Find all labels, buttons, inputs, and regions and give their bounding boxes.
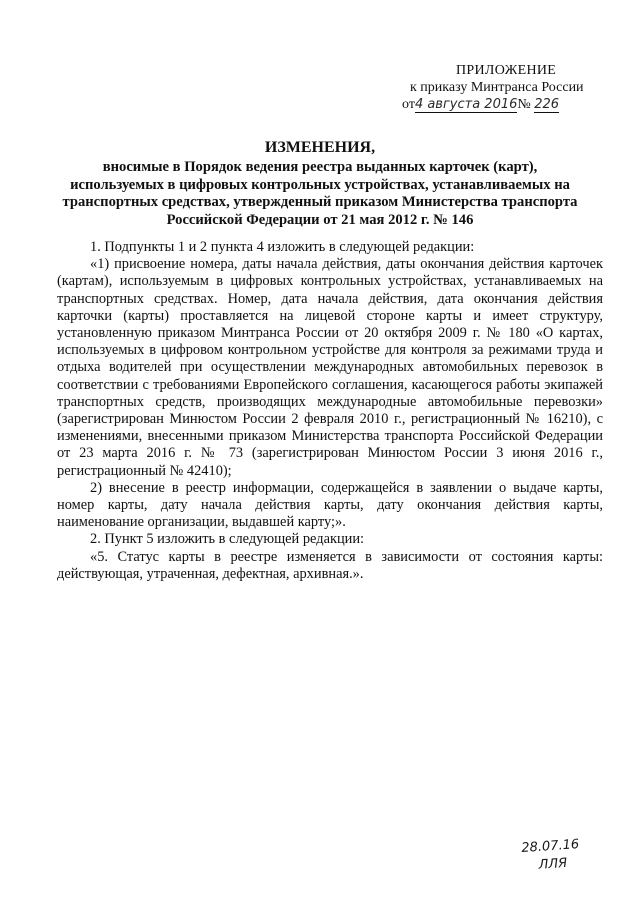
appendix-title: ПРИЛОЖЕНИЕ xyxy=(456,63,557,78)
stamp-date: 28.07.16 xyxy=(520,837,580,857)
appendix-date-handwritten: 4 августа 2016 xyxy=(414,97,518,112)
document-body xyxy=(57,239,603,583)
heading-title: ИЗМЕНЕНИЯ, xyxy=(264,139,376,156)
appendix-from-prefix: от xyxy=(402,97,415,112)
paragraph-1: 1. Подпункты 1 и 2 пункта 4 изложить в следующей редакции: xyxy=(90,239,475,255)
stamp-initials: ЛЛЯ xyxy=(538,855,568,873)
paragraph-2: «1) присвоение номера, даты начала действия, даты окончания действия карточек (картам), используемым в цифровых контрольных устройствах, устанавливаемых на транспортных средствах. Номер, дата начала действия, дата окончания действия карточки (карты) проставляется на лицевой стороне карты и имеет структуру, установленную приказом Минтранса России от 20 октября 2009 г. № 180 «О картах, используемых в цифровом контрольном устройстве для контроля за режимами труда и отдыха водителей при осуществлении международных автомобильных перевозок в соответствии с требованиями Европейского соглашения, касающегося работы экипажей транспортных средств, производящих международные автомобильные перевозки» (зарегистрирован Минюстом России 2 февраля 2010 г., регистрационный № 16210), с изменениями, внесенными приказом Министерства транспорта Российской Федерации от 23 марта 2016 г. № 73 (зарегистрирован Минюстом России 3 июня 2016 г., регистрационный № 42410); xyxy=(57,256,603,479)
paragraph-3: 2) внесение в реестр информации, содержащейся в заявлении о выдаче карты, номер карты, дату начала действия карты, дату окончания действия карты, наименование организации, выдавшей карту;». xyxy=(57,479,603,531)
appendix-number-handwritten: 226 xyxy=(534,97,560,112)
appendix-order-line xyxy=(402,96,612,113)
handwritten-stamp xyxy=(521,836,581,876)
document-heading xyxy=(60,138,580,229)
paragraph-5: «5. Статус карты в реестре изменяется в зависимости от состояния карты: действующая, утраченная, дефектная, архивная.». xyxy=(57,548,603,582)
appendix-block xyxy=(402,62,612,113)
appendix-num-prefix: № xyxy=(517,97,531,112)
appendix-subtitle: к приказу Минтранса России xyxy=(410,80,584,95)
heading-subtitle: вносимые в Порядок ведения реестра выданных карточек (карт), используемых в цифровых контрольных устройствах, устанавливаемых на транспортных средствах, утвержденный приказом Министерства транспорта Российской Федерации от 21 мая 2012 г. № 146 xyxy=(62,159,578,228)
paragraph-4: 2. Пункт 5 изложить в следующей редакции: xyxy=(90,531,365,548)
